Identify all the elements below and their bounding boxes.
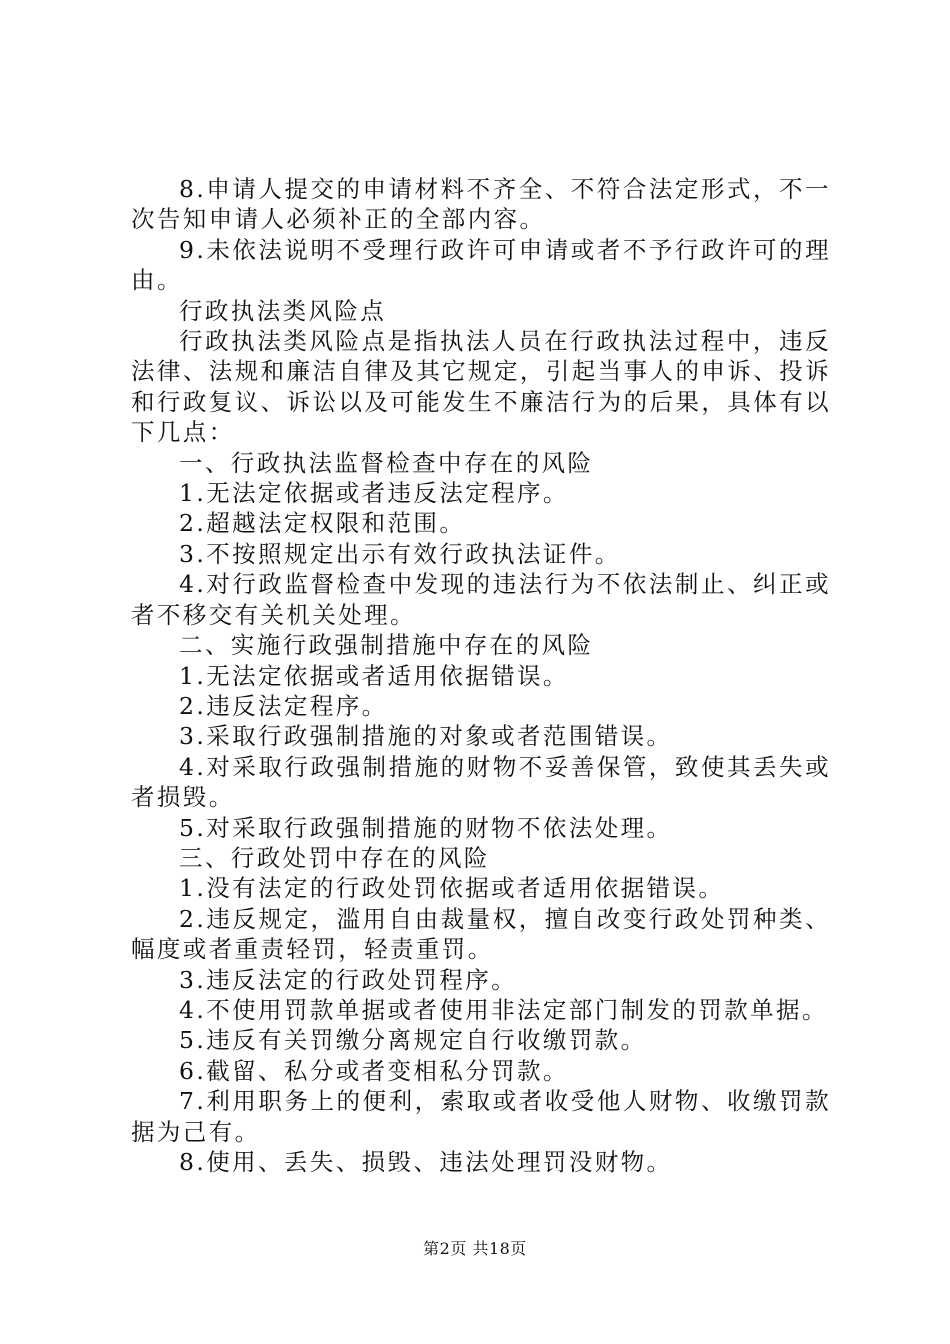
list-item: 7.利用职务上的便利，索取或者收受他人财物、收缴罚款据为己有。 <box>131 1087 831 1146</box>
list-item: 3.不按照规定出示有效行政执法证件。 <box>179 539 621 568</box>
list-item: 6.截留、私分或者变相私分罚款。 <box>179 1056 569 1085</box>
paragraph-enforcement-definition: 行政执法类风险点是指执法人员在行政执法过程中，违反法律、法规和廉洁自律及其它规定，引起当事人的申诉、投诉和行政复议、诉讼以及可能发生不廉洁行为的后果，具体有以下几点： <box>131 327 831 447</box>
paragraph-item-9-no-reason: 9.未依法说明不受理行政许可申请或者不予行政许可的理由。 <box>131 235 831 295</box>
page-number-footer: 第2页 共18页 <box>423 1239 527 1258</box>
list-item: 5.违反有关罚缴分离规定自行收缴罚款。 <box>179 1026 647 1055</box>
section-heading-enforcement-risks: 行政执法类风险点 <box>179 296 387 325</box>
list-item: 1.无法定依据或者违反法定程序。 <box>179 479 569 508</box>
list-item: 8.使用、丢失、损毁、违法处理罚没财物。 <box>179 1148 673 1176</box>
list-item: 2.违反法定程序。 <box>179 691 388 720</box>
document-body <box>131 174 831 1177</box>
list-item: 4.不使用罚款单据或者使用非法定部门制发的罚款单据。 <box>179 995 828 1024</box>
subheading-administrative-penalty: 三、行政处罚中存在的风险 <box>179 843 490 872</box>
list-item: 3.采取行政强制措施的对象或者范围错误。 <box>179 722 673 751</box>
list-item: 1.无法定依据或者适用依据错误。 <box>179 661 569 690</box>
list-item: 4.对行政监督检查中发现的违法行为不依法制止、纠正或者不移交有关机关处理。 <box>131 570 831 629</box>
subheading-compulsory-measures: 二、实施行政强制措施中存在的风险 <box>179 631 594 660</box>
list-item: 1.没有法定的行政处罚依据或者适用依据错误。 <box>179 874 725 903</box>
subheading-supervision-inspection: 一、行政执法监督检查中存在的风险 <box>179 448 594 477</box>
list-item: 2.超越法定权限和范围。 <box>179 509 466 538</box>
list-item: 5.对采取行政强制措施的财物不依法处理。 <box>179 813 673 842</box>
list-item: 2.违反规定，滥用自由裁量权，擅自改变行政处罚种类、幅度或者重责轻罚，轻责重罚。 <box>131 904 831 964</box>
list-item: 3.违反法定的行政处罚程序。 <box>179 965 518 994</box>
list-item: 4.对采取行政强制措施的财物不妥善保管，致使其丢失或者损毁。 <box>131 752 831 812</box>
paragraph-item-8-incomplete-materials: 8.申请人提交的申请材料不齐全、不符合法定形式，不一次告知申请人必须补正的全部内容。 <box>131 175 831 234</box>
